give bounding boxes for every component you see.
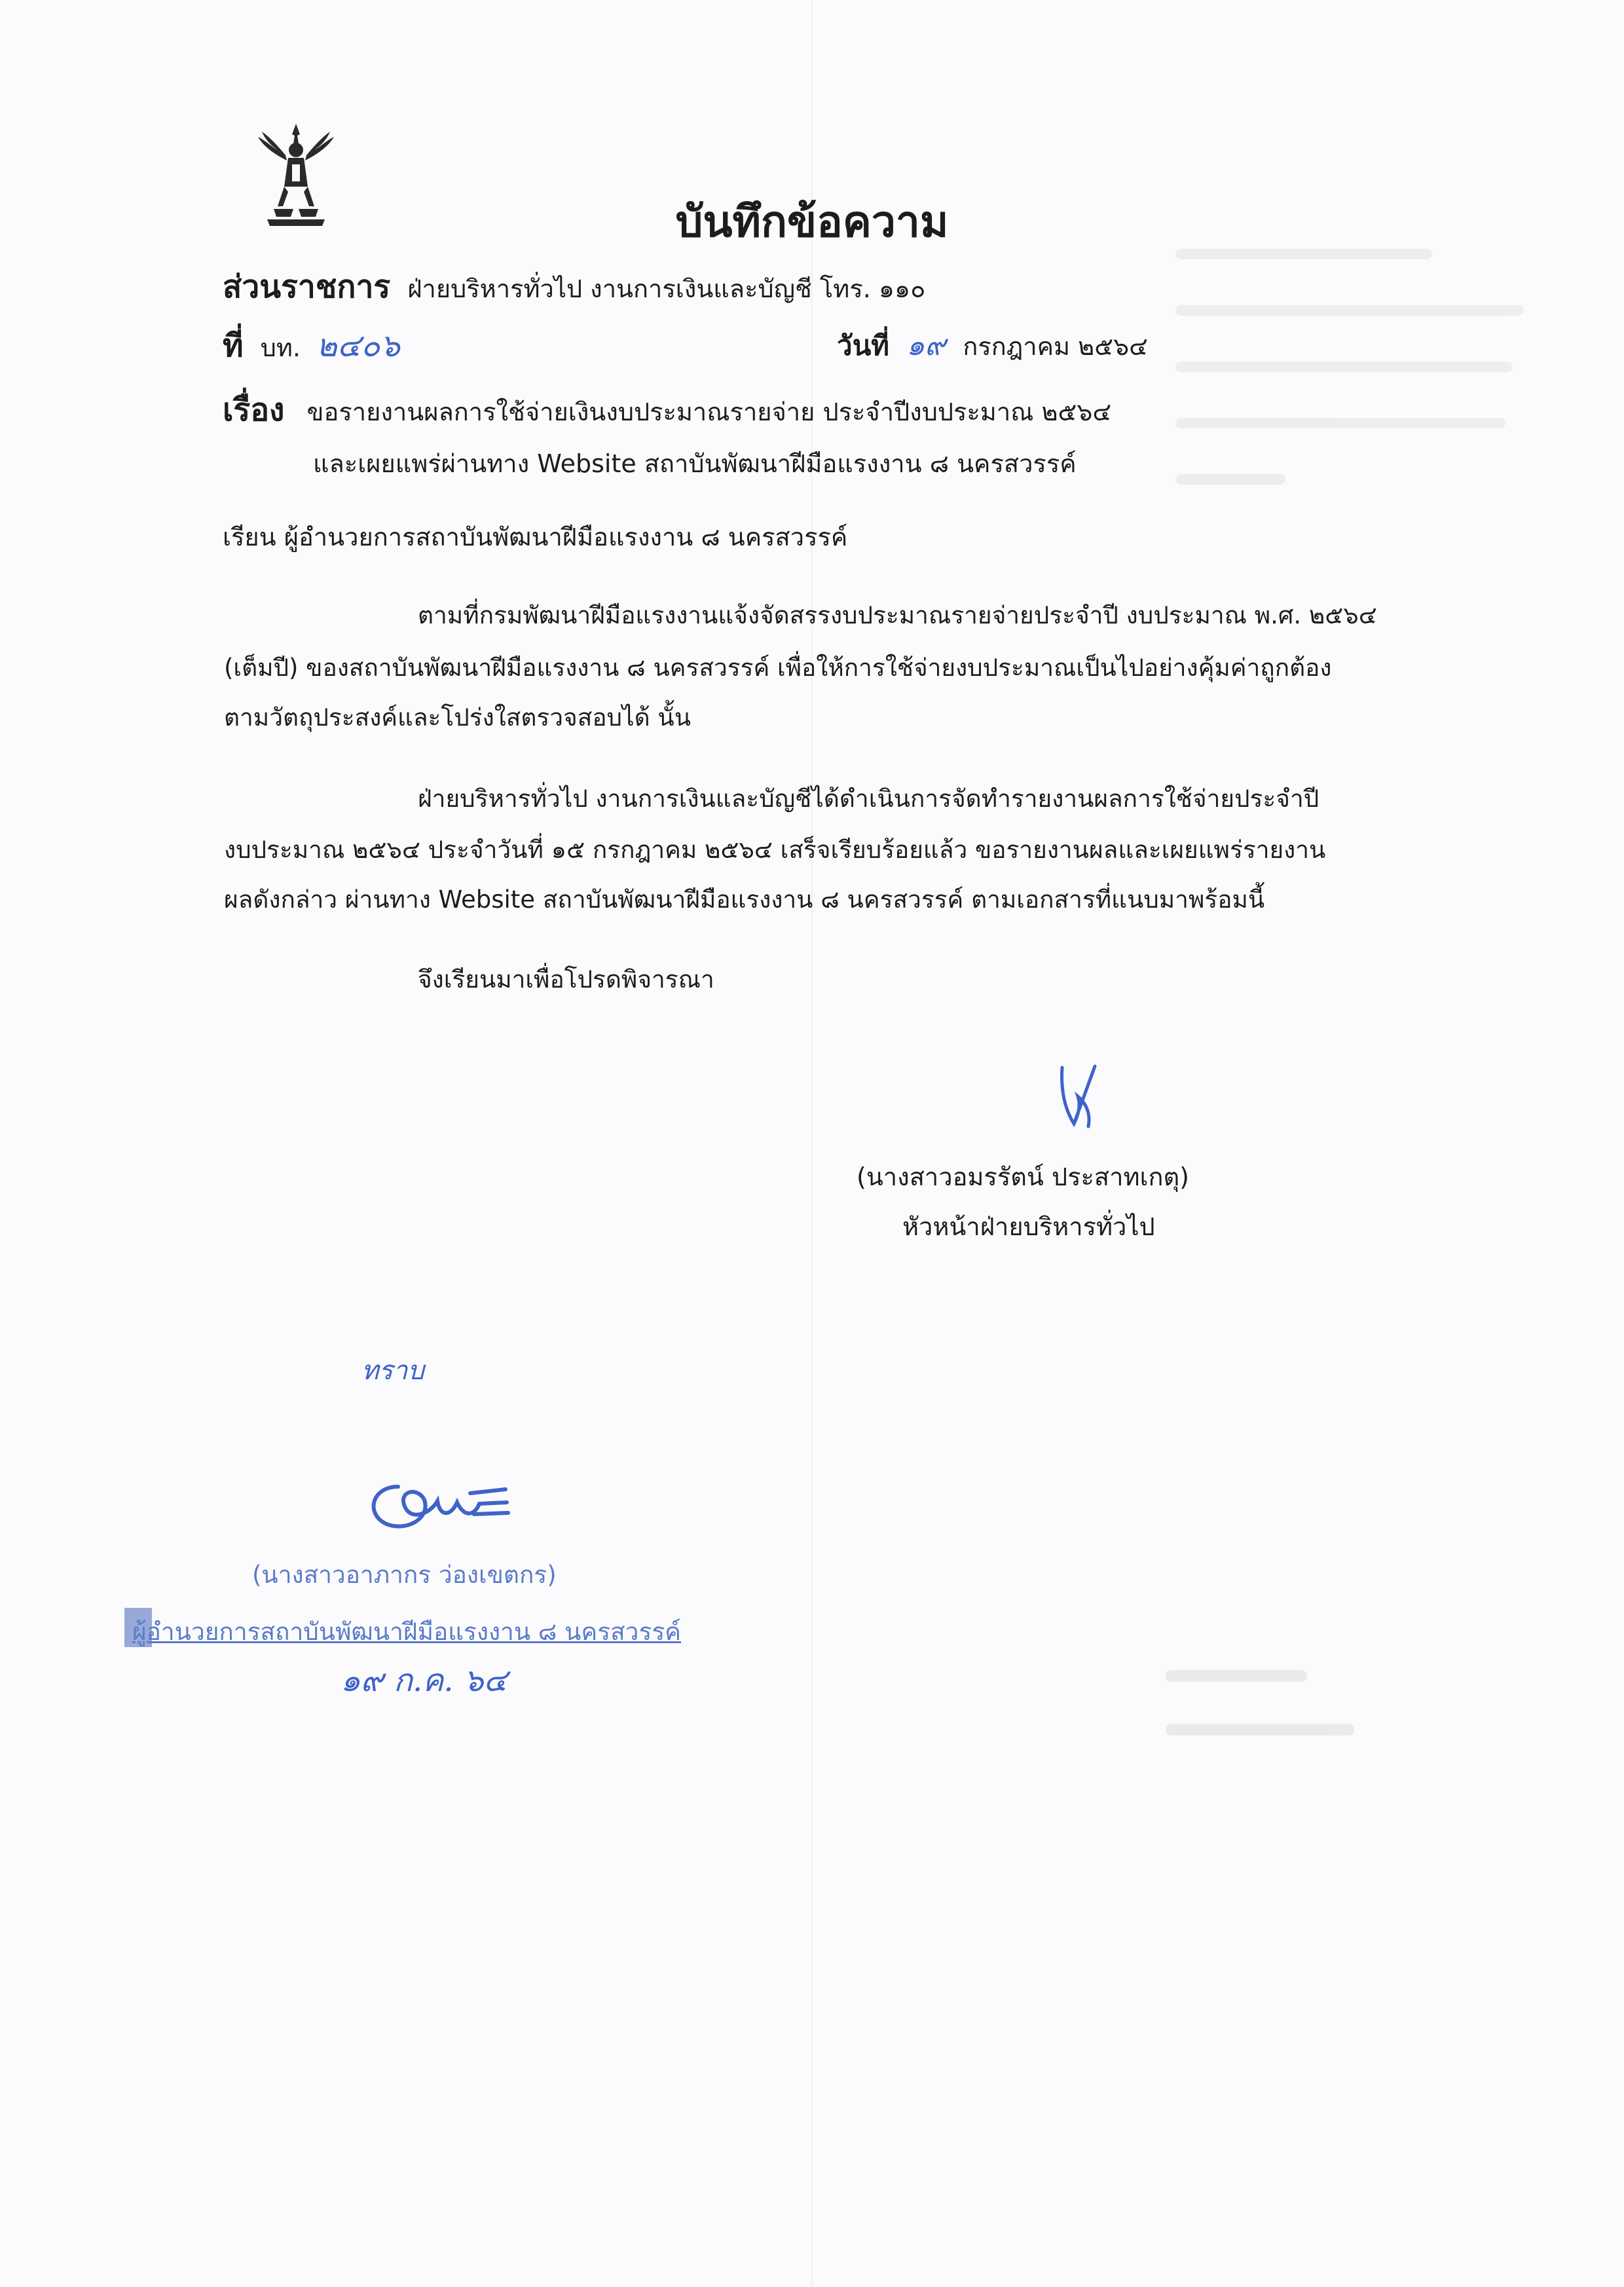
show-through-text	[1175, 249, 1542, 589]
date-month-year: กรกฎาคม ๒๕๖๔	[963, 332, 1148, 361]
subject-line	[223, 392, 1111, 430]
reference-prefix: บท.	[260, 333, 301, 362]
date-line	[837, 327, 1148, 365]
paper-fold	[811, 0, 813, 2287]
reference-line	[223, 327, 400, 366]
signer-name: (นางสาวอมรรัตน์ ประสาทเกตุ)	[857, 1162, 1190, 1191]
paragraph-2-line-3: ผลดังกล่าว ผ่านทาง Website สถาบันพัฒนาฝีมือแรงงาน ๘ นครสวรรค์ ตามเอกสารที่แนบมาพร้อมนี้	[224, 885, 1265, 914]
subject-text-line2: และเผยแพร่ผ่านทาง Website สถาบันพัฒนาฝีมือแรงงาน ๘ นครสวรรค์	[313, 449, 1077, 478]
department-label: ส่วนราชการ	[223, 269, 391, 305]
show-through-text	[1166, 1670, 1401, 1749]
handwritten-signature-icon	[359, 1467, 516, 1539]
department-value: ฝ่ายบริหารทั่วไป งานการเงินและบัญชี โทร. ๑๑๐	[407, 274, 926, 303]
reference-number-handwritten: ๒๔๐๖	[316, 327, 400, 364]
paragraph-2-line-1: ฝ่ายบริหารทั่วไป งานการเงินและบัญชีได้ดำเนินการจัดทำรายงานผลการใช้จ่ายประจำปี	[418, 785, 1320, 813]
signer-position: หัวหน้าฝ่ายบริหารทั่วไป	[902, 1212, 1155, 1241]
reference-label: ที่	[223, 327, 244, 364]
handwritten-signature-icon	[1054, 1061, 1107, 1133]
salutation: เรียน ผู้อำนวยการสถาบันพัฒนาฝีมือแรงงาน ๘ นครสวรรค์	[223, 523, 848, 551]
endorser-name: (นางสาวอาภากร ว่องเขตกร)	[252, 1561, 557, 1589]
endorser-position: ผู้อำนวยการสถาบันพัฒนาฝีมือแรงงาน ๘ นครสวรรค์	[132, 1618, 681, 1646]
endorsement-note-handwritten: ทราบ	[361, 1356, 424, 1386]
department-line	[223, 269, 925, 307]
paragraph-1-line-3: ตามวัตถุประสงค์และโปร่งใสตรวจสอบได้ นั้น	[224, 703, 692, 732]
endorsement-date-handwritten: ๑๙ ก.ค. ๖๔	[341, 1662, 507, 1699]
closing-line: จึงเรียนมาเพื่อโปรดพิจารณา	[418, 965, 714, 994]
paragraph-2-line-2: งบประมาณ ๒๕๖๔ ประจำวันที่ ๑๕ กรกฎาคม ๒๕๖๔ เสร็จเรียบร้อยแล้ว ขอรายงานผลและเผยแพร่รายงาน	[224, 836, 1326, 864]
paragraph-1-line-2: (เต็มปี) ของสถาบันพัฒนาฝีมือแรงงาน ๘ นครสวรรค์ เพื่อให้การใช้จ่ายงบประมาณเป็นไปอย่างคุ้มค่าถูกต้อง	[224, 654, 1332, 682]
subject-text-line1: ขอรายงานผลการใช้จ่ายเงินงบประมาณรายจ่าย ประจำปีงบประมาณ ๒๕๖๔	[306, 398, 1112, 426]
memo-title: บันทึกข้อความ	[675, 196, 949, 247]
subject-label: เรื่อง	[223, 392, 285, 428]
date-label: วันที่	[837, 329, 889, 362]
date-day-handwritten: ๑๙	[906, 329, 946, 362]
paragraph-1-line-1: ตามที่กรมพัฒนาฝีมือแรงงานแจ้งจัดสรรงบประมาณรายจ่ายประจำปี งบประมาณ พ.ศ. ๒๕๖๔	[418, 601, 1377, 629]
